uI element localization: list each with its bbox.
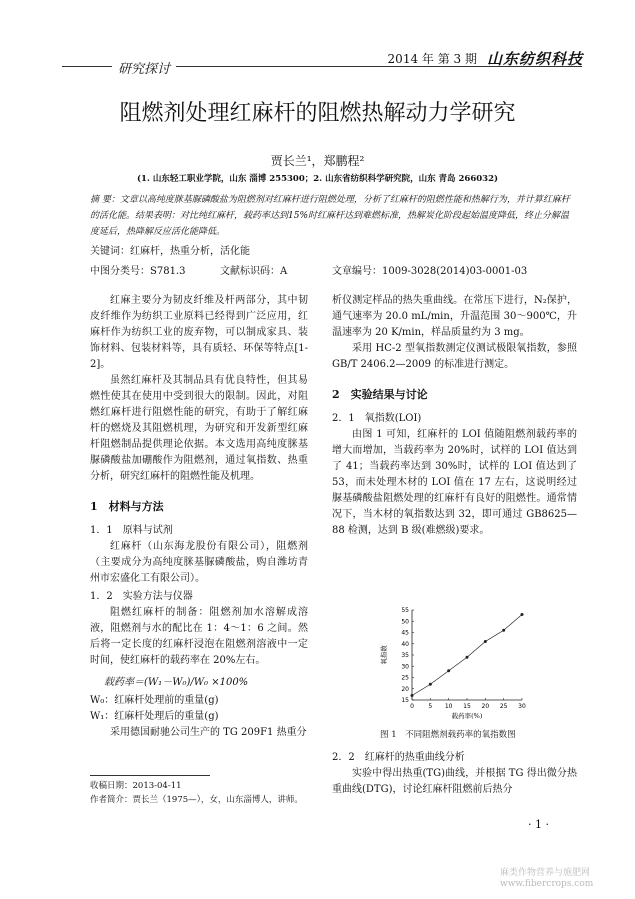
received-date: 收稿日期：2013-04-11 [90, 781, 182, 791]
right-column [332, 293, 577, 539]
series-line [412, 615, 522, 696]
data-point [466, 656, 469, 659]
keywords: 关键词：红麻杆，热重分析，活化能 [90, 246, 250, 257]
section-heading-2: 2 实验结果与讨论 [332, 388, 428, 401]
watermark-line-1: 麻类作物营养与施肥网 [500, 868, 591, 878]
footnote-rule [90, 775, 210, 776]
y-tick-label: 25 [401, 674, 409, 682]
subsection-heading-1-2: 1．2 实验方法与仪器 [90, 591, 193, 602]
classification-line [90, 262, 575, 277]
w0-definition: W₀：红麻杆处理前的重量(g) [90, 695, 219, 706]
x-axis-label: 载药率(%) [451, 712, 483, 720]
intro-paragraph-1: 红麻主要分为韧皮纤维及杆两部分，其中韧皮纤维作为纺织工业原料已经得到广泛应用，红麻杆作为纺织工业的废弃物，可以制成家具、装饰材料、包装材料等，具有质轻、环保等特点[1-2]。 [90, 295, 308, 370]
w1-definition: W₁：红麻杆处理后的重量(g) [90, 711, 219, 722]
x-tick-label: 25 [499, 703, 508, 710]
issue-label: 2014 年 第 3 期 [387, 52, 477, 66]
x-tick-label: 10 [444, 703, 453, 710]
y-tick-label: 50 [401, 618, 409, 626]
authors: 贾长兰¹，郑鹏程² [270, 154, 365, 168]
section-heading-1: 1 材料与方法 [90, 500, 164, 513]
paragraph-loi-results: 由图 1 可知，红麻杆的 LOI 值随阻燃剂载药率的增大而增加，当载药率为 20%时，试样的 LOI 值达到了 41；当载药率达到 30%时，试样的 LOI 值达到了 53，而未处理木材的 LOI 值在 17 左右，这说明经过脲基磷酸盐阻燃处理的红麻杆有良好的阻燃性。通常情况下，当木材的氧指数达到 32，即可通过 GB8625—88 检测，达到 B 级(难燃级)要求。 [332, 429, 577, 536]
doc-code: 文献标识码：A [220, 266, 288, 277]
x-tick-label: 15 [463, 703, 471, 710]
x-tick-label: 5 [428, 703, 433, 710]
abstract: 摘 要：文章以高纯度脒基脲磷酸盐为阻燃剂对红麻杆进行阻燃处理，分析了红麻杆的阻燃性能和热解行为，并计算红麻杆的活化能。结果表明：对比纯红麻杆，载药率达到15%时红麻杆达到难燃标准，热解炭化阶段起始温度降低，终止分解温度延后，热降解反应活化能降低。 [90, 195, 570, 237]
intro-paragraph-2: 虽然红麻杆及其制品具有优良特性，但其易燃性使其在使用中受到很大的限制。因此，对阻燃红麻杆进行阻燃性能的研究，有助于了解红麻杆的燃烧及其阻燃机理，为研究和开发新型红麻杆阻燃制品提供理论依据。本文选用高纯度脒基脲磷酸盐加硼酸作为阻燃剂，通过氧指数、热重分析，研究红麻杆的阻燃性能及机理。 [90, 375, 308, 482]
x-tick-label: 0 [410, 703, 414, 710]
section-2-2 [332, 748, 577, 798]
paragraph-materials: 红麻杆（山东海龙股份有限公司），阻燃剂（主要成分为高纯度脒基脲磷酸盐，购自潍坊青州市宏盛化工有限公司）。 [90, 541, 308, 584]
y-tick-label: 35 [401, 652, 409, 659]
data-point [447, 669, 450, 672]
figure-caption: 图 1 不同阻燃剂载药率的氧指数图 [380, 730, 516, 740]
paragraph-tg-continued: 析仪测定样品的热失重曲线。在常压下进行，N₂保护，通气速率为 20.0 mL/min，升温范围 30～900℃，升温速率为 20 K/min，样品质量约为 3 mg。 [332, 295, 577, 338]
loading-rate-formula: 载药率＝(W₁－W₀)/W₀ ×100% [104, 677, 249, 688]
paragraph-methods: 阻燃红麻杆的制备：阻燃剂加水溶解成溶液，阻燃剂与水的配比在 1：4～1：6 之间。然后将一定长度的红麻杆浸泡在阻燃剂溶液中一定时间，使红麻杆的载药率在 20%左右。 [90, 607, 308, 666]
y-axis-label: 氧指数 [380, 645, 388, 665]
subsection-heading-1-1: 1．1 原料与试剂 [90, 525, 173, 536]
y-tick-label: 40 [401, 640, 409, 648]
section-tag: 研究探讨 [112, 58, 176, 77]
clc-number: 中图分类号：S781.3 [90, 266, 186, 277]
watermark-line-2: www.fibercrops.com [500, 879, 594, 889]
data-point [411, 694, 414, 697]
data-point [484, 640, 487, 643]
x-tick-label: 30 [518, 703, 526, 710]
footnote [90, 779, 303, 807]
author-bio: 作者简介：贾长兰（1975—），女，山东淄博人，讲师。 [90, 795, 303, 805]
journal-logo: 山东纺织科技 [486, 50, 583, 68]
page-number: · 1 · [528, 818, 549, 831]
y-tick-label: 30 [401, 663, 409, 671]
subsection-heading-2-1: 2．1 氧指数(LOI) [332, 413, 422, 424]
y-tick-label: 55 [401, 607, 409, 614]
article-number: 文章编号：1009-3028(2014)03-0001-03 [332, 266, 528, 277]
data-point [429, 683, 432, 686]
watermark [500, 868, 593, 890]
y-tick-label: 20 [401, 685, 409, 693]
affiliations: (1. 山东轻工职业学院，山东 淄博 255300；2. 山东省纺织科学研究院，山东 青岛 266032) [136, 174, 499, 184]
paragraph-tg-start: 采用德国耐驰公司生产的 TG 209F1 热重分 [110, 727, 307, 738]
loi-chart [372, 605, 542, 725]
data-point [521, 613, 524, 616]
left-column [90, 293, 308, 741]
paragraph-tg-analysis: 实验中得出热重(TG)曲线，并根据 TG 得出微分热重曲线(DTG)，讨论红麻杆阻燃前后热分 [332, 768, 577, 795]
paper-title: 阻燃剂处理红麻杆的阻燃热解动力学研究 [119, 101, 516, 126]
y-tick-label: 45 [401, 629, 409, 637]
x-tick-label: 20 [481, 703, 490, 710]
y-tick-label: 15 [401, 697, 409, 704]
data-point [502, 629, 505, 632]
paragraph-loi-method: 采用 HC-2 型氧指数测定仪测试极限氧指数，参照 GB/T 2406.2—2009 的标准进行测定。 [332, 343, 577, 370]
subsection-heading-2-2: 2．2 红麻杆的热重曲线分析 [332, 752, 465, 763]
